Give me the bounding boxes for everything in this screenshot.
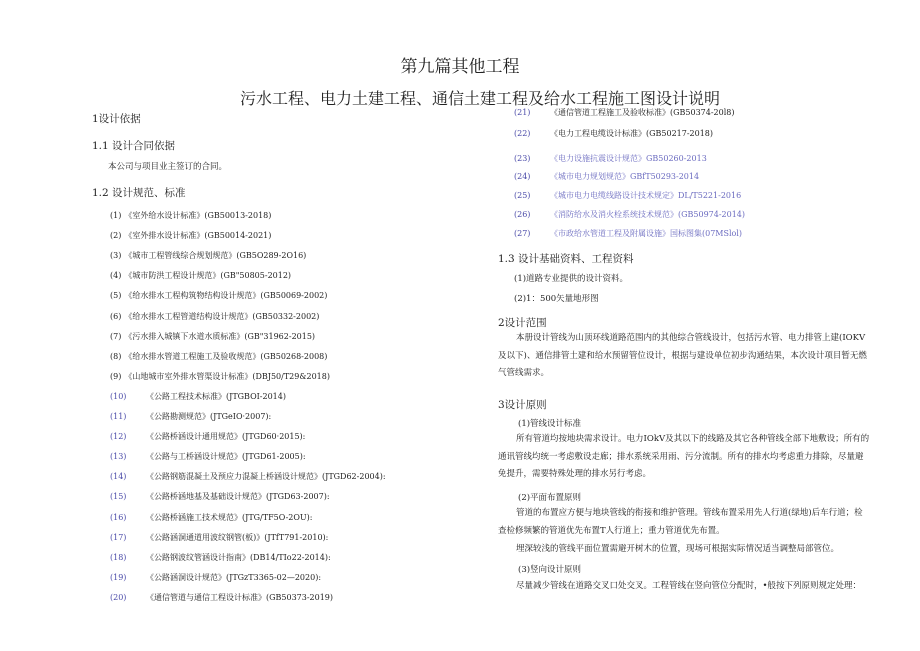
principle-3-title: (3)竖向设计原则	[518, 565, 582, 575]
reference-item	[110, 351, 327, 362]
reference-text: 《给水排水工程管道结构设计规范》(GB50332-2002)	[124, 311, 320, 321]
reference-number: (21)	[514, 108, 531, 117]
reference-number: (5)	[110, 291, 122, 301]
reference-item	[110, 270, 291, 281]
reference-text: 《市政给水管道工程及附属设施》国标图集(07MSlol)	[550, 229, 743, 238]
reference-text: 《通信管道工程施工及验收标准》(GB50374-20l8)	[550, 108, 735, 117]
reference-item	[110, 532, 328, 543]
reference-text: 《公路涵洞设计规范》(JTGzT3365-02—2020):	[146, 572, 322, 582]
principle-1-title: (1)管线设计标准	[518, 419, 582, 429]
reference-item	[110, 230, 271, 241]
section-1-3-item-1: (1)道路专业提供的设计资料。	[514, 274, 629, 284]
reference-item	[110, 311, 319, 322]
reference-item	[514, 128, 713, 139]
reference-number: (14)	[110, 472, 127, 482]
section-3-heading: 3设计原则	[498, 399, 547, 411]
reference-text: 《公路桥涵施工技术规范》(JTG/TF5O-2OU):	[146, 512, 313, 522]
reference-text: 《给水排水工程构筑物结构设计规范》(GB50069-2002)	[124, 291, 328, 301]
reference-text: 《城市电力电缆线路设计技术规定》DL/T5221-2016	[550, 191, 742, 200]
principle-2-text-2: 埋深较浅的管线平面位置需避开树木的位置，现场可根据实际情况适当调整局部管位。	[516, 544, 840, 554]
reference-number: (25)	[514, 191, 531, 200]
reference-text: 《城市防洪工程设计规范》(GB"50805-2012)	[124, 271, 292, 281]
reference-number: (15)	[110, 492, 127, 502]
reference-number: (4)	[110, 271, 122, 281]
reference-item	[110, 411, 271, 422]
reference-number: (17)	[110, 532, 127, 542]
principle-1-text: 所有管道均按地块需求设计。电力IOkV及其以下的线路及其它各种管线全部下地敷设；所有的通讯管线均统一考虑敷设走廊；排水系统采用雨、污分流制。所有的排水均考虑重力排除，尽量避免提升，需要特殊处理的排水另行考虑。	[498, 434, 870, 479]
reference-item	[110, 331, 315, 342]
reference-text: 《消防给水及消火栓系统技术规范》(GB50974-2014)	[550, 210, 746, 219]
reference-number: (6)	[110, 311, 122, 321]
principle-2-text: 管道的布置应方便与地块管线的衔接和维护管理。管线布置采用先人行道(绿地)后车行道；检查检修频繁的管道优先布置T人行道上；重力管道优先布置。	[498, 508, 863, 536]
reference-number: (16)	[110, 512, 127, 522]
reference-text: 《电力工程电缆设计标准》(GB50217-2018)	[550, 129, 714, 138]
reference-item	[514, 190, 741, 201]
reference-item	[110, 451, 306, 462]
reference-number: (7)	[110, 331, 122, 341]
document-title: 污水工程、电力土建工程、通信土建工程及给水工程施工图设计说明	[239, 89, 720, 108]
reference-item	[110, 371, 330, 382]
section-1-3-item-2: (2)1：500矢量地形图	[514, 294, 599, 304]
reference-number: (11)	[110, 412, 127, 421]
reference-item	[514, 228, 742, 239]
reference-text: 《室外给水设计标准》(GB50013-2018)	[124, 211, 272, 220]
reference-text: 《公路涵洞通道用波纹钢管(板)》(JTfT791-2010):	[146, 532, 329, 542]
section-1-1-text: 本公司与项目业主签订的合同。	[108, 162, 228, 172]
principle-2-title: (2)平面布置原则	[518, 493, 582, 503]
reference-number: (1)	[110, 211, 122, 220]
reference-item	[514, 209, 745, 220]
reference-text: 《给水排水管道工程施工及验收规范》(GB50268-2008)	[124, 351, 328, 361]
reference-item	[110, 250, 306, 261]
reference-item	[110, 210, 271, 221]
reference-text: 《山地城市室外排水管渠设计标准》(DBJ50/T29&2018)	[124, 371, 330, 381]
reference-text: 《室外排水设计标准》(GB50014-2021)	[124, 231, 272, 241]
reference-item	[110, 592, 333, 603]
reference-text: 《公路与工桥涵设计规范》(JTGD61-2005):	[146, 452, 306, 462]
reference-item	[514, 171, 699, 182]
reference-item	[110, 391, 286, 402]
reference-text: 《公路钢筋混凝土及预应力混凝上桥涵设计规范》(JTGD62-2004):	[146, 472, 386, 482]
reference-item	[110, 431, 305, 442]
reference-number: (8)	[110, 351, 122, 361]
reference-item	[514, 153, 707, 164]
reference-item	[110, 572, 321, 583]
section-1-heading: 1设计依据	[92, 113, 141, 125]
reference-number: (9)	[110, 371, 122, 381]
section-1-1-heading: 1.1 设计合同依据	[92, 140, 176, 152]
reference-item	[110, 471, 386, 482]
reference-text: 《城市工程管线综合规划规范》(GB5O289-2O16)	[124, 251, 307, 261]
reference-item	[110, 290, 327, 301]
principle-3-text: 尽量减少管线在道路交叉口处交叉。工程管线在竖向管位分配时，•般按下列原则规定处理：	[516, 581, 862, 591]
reference-text: 《公路工程技术标准》(JTGBOI-2014)	[146, 391, 286, 401]
reference-text: 《公路勘测规范》(JTGeIO·2007):	[146, 412, 272, 421]
reference-item	[110, 491, 330, 502]
reference-text: 《公路桥涵地基及基础设计规范》(JTGD63-2007):	[146, 492, 330, 502]
reference-number: (20)	[110, 592, 127, 602]
reference-text: 《公路桥涵设计通用规范》(JTGD60·2015):	[146, 432, 306, 442]
reference-text: 《电力设施抗震设计规范》GB50260-2013	[550, 154, 707, 163]
reference-number: (23)	[514, 154, 531, 163]
reference-number: (27)	[514, 229, 531, 238]
reference-number: (12)	[110, 432, 127, 442]
section-1-3-heading: 1.3 设计基础资料、工程资料	[498, 253, 634, 265]
reference-number: (3)	[110, 251, 122, 261]
reference-item	[110, 552, 331, 563]
reference-number: (2)	[110, 231, 122, 241]
reference-number: (18)	[110, 552, 127, 562]
section-2-text: 本册设计管线为山顶环线道路范围内的其他综合管线设计，包括污水管、电力排管上建(IOKV及以下)、通信排管土建和给水预留管位设计，根据与建设单位初步沟通结果，本次设计项目暂无燃气管线需求。	[498, 333, 867, 378]
reference-number: (24)	[514, 172, 531, 181]
part-title: 第九篇其他工程	[400, 57, 520, 77]
reference-number: (10)	[110, 391, 127, 401]
reference-number: (19)	[110, 572, 127, 582]
reference-item	[110, 512, 313, 523]
reference-number: (13)	[110, 452, 127, 462]
reference-text: 《公路钢波纹管涵设计指南》(DB14/TIo22-2014):	[146, 552, 331, 562]
reference-item	[514, 107, 735, 118]
reference-text: 《城市电力规划规范》GBfT50293-2014	[550, 172, 700, 181]
section-1-2-heading: 1.2 设计规范、标准	[92, 187, 186, 199]
reference-number: (22)	[514, 129, 531, 138]
section-2-heading: 2设计范围	[498, 317, 547, 329]
reference-text: 《污水排入城镇下水道水质标准》(GB"31962-2015)	[124, 331, 316, 341]
reference-number: (26)	[514, 210, 531, 219]
reference-text: 《通信管道与通信工程设计标准》(GB50373-2019)	[146, 592, 334, 602]
